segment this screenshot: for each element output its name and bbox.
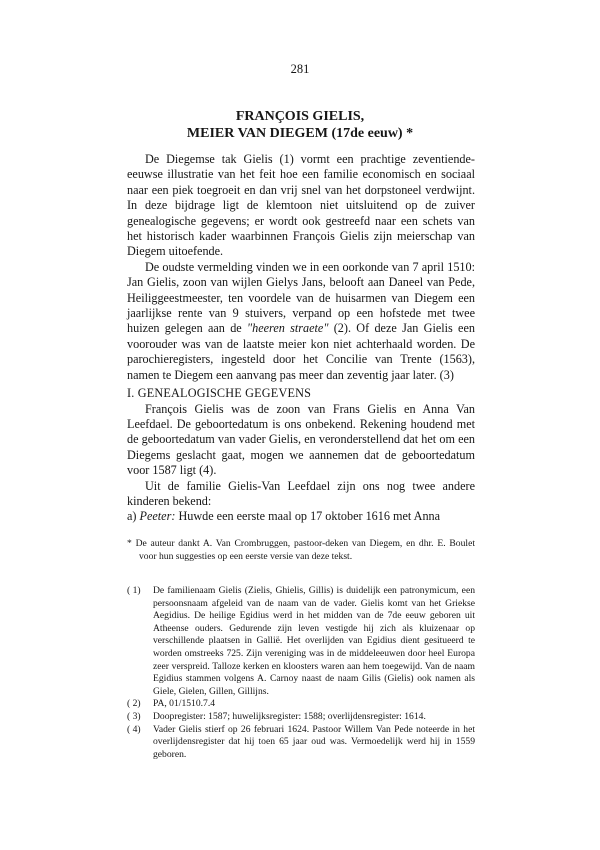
footnote-text: Doopregister: 1587; huwelijksregister: 1588; overlijdensregister: 1614.	[153, 710, 426, 722]
footnote-2	[127, 698, 475, 711]
intro-p2-text-a: De oudste vermelding vinden we in een oorkonde van 7 april 1510: Jan Gielis, zoon van wijlen Gielys Jans, belooft aan Daneel van Pede, Heiliggeestmeester, ten voordele van de huisarmen van Diegem een jaarlijkse rente van 9 stuivers, verpand op een hofstede met twee huizen gelegen aan de	[127, 259, 475, 336]
section-heading: I. GENEALOGISCHE GEGEVENS	[127, 386, 312, 401]
list-item-label: a)	[127, 509, 140, 524]
list-item-a	[127, 509, 475, 524]
footnote-number: ( 3)	[127, 710, 141, 722]
intro-paragraph-2	[127, 260, 475, 383]
acknowledgement-note: * De auteur dankt A. Van Crombruggen, pastoor-deken van Diegem, en dhr. E. Boulet voor hun suggesties op een eerste versie van deze tekst.	[127, 538, 475, 562]
footnote-text: Vader Gielis stierf op 26 februari 1624. Pastoor Willem Van Pede noteerde in het overlijdensregister dat hij toen 65 jaar oud was. Vermoedelijk werd hij in 1559 geboren.	[153, 723, 475, 760]
footnote-text: De familienaam Gielis (Zielis, Ghielis, Gillis) is duidelijk een patronymicum, een persoonsnaam afgeleid van de naam van de vader. Gielis komt van het Griekse Aegidius. De heilige Egidius werd in het midden van de 7de eeuw geboren uit Atheense ouders. Gedurende zijn leven vestigde hij zich als kluizenaar op verschillende plaatsen in Gallië. Het overlijden van Egidius dient gesitueerd te worden omstreeks 725. Zijn vereniging was in de middeleeuwen door heel Europa zeer verspreid. Talloze kerken en kloosters waren aan hem toegewijd. Van de naam Egidius stammen volgens A. Carnoy naast de naam Gilis (Gielis) ook namen als Giele, Gielen, Gillen, Gillijns.	[153, 585, 475, 697]
list-item-name: Peeter:	[139, 509, 176, 524]
section-paragraph-1: François Gielis was de zoon van Frans Gielis en Anna Van Leefdael. De geboortedatum is ons onbekend. Rekening houdend met de geboortedatum van vader Gielis, en veronderstellend dat het om een Diegems geslacht gaat, mogen we aannemen dat de geboortedatum voor 1587 ligt (4).	[127, 401, 475, 478]
list-item-text: Huwde een eerste maal op 17 oktober 1616 met Anna	[175, 509, 441, 524]
footnote-text: PA, 01/1510.7.4	[153, 698, 216, 710]
intro-p2-text-b: (2). Of deze Jan Gielis een voorouder was van de laatste meier kon niet achterhaald worden. De parochieregisters, ingesteld door het Concilie van Trente (1563), namen te Diegem een aanvang pas meer dan zeventig jaar later. (3)	[127, 321, 475, 382]
footnote-number: ( 2)	[127, 698, 141, 710]
footnote-4	[127, 724, 475, 762]
title-line-1: FRANÇOIS GIELIS,	[235, 109, 365, 124]
footnote-1	[127, 585, 475, 698]
intro-paragraph-1: De Diegemse tak Gielis (1) vormt een prachtige zeventiende-eeuwse illustratie van het feit hoe een familie economisch en sociaal naar een piek toegroeit en dan vrij snel van het dorpstoneel verdwijnt. In deze bijdrage ligt de klemtoon niet uitsluitend op de zuiver genealogische gegevens; er wordt ook gestreefd naar een schets van het historisch kader waarbinnen François Gielis zijn meierschap van Diegem uitoefende.	[127, 152, 475, 259]
street-name-quote: "heeren straete"	[247, 321, 329, 336]
footnote-number: ( 1)	[127, 585, 141, 596]
footnotes	[127, 585, 475, 761]
title-line-2: MEIER VAN DIEGEM (17de eeuw) *	[186, 126, 414, 141]
footnote-3	[127, 711, 475, 724]
section-paragraph-2: Uit de familie Gielis-Van Leefdael zijn ons nog twee andere kinderen bekend:	[127, 478, 475, 508]
article-body	[127, 152, 475, 525]
footnote-number: ( 4)	[127, 723, 141, 735]
article-title	[130, 108, 470, 142]
page-number: 281	[290, 62, 310, 76]
